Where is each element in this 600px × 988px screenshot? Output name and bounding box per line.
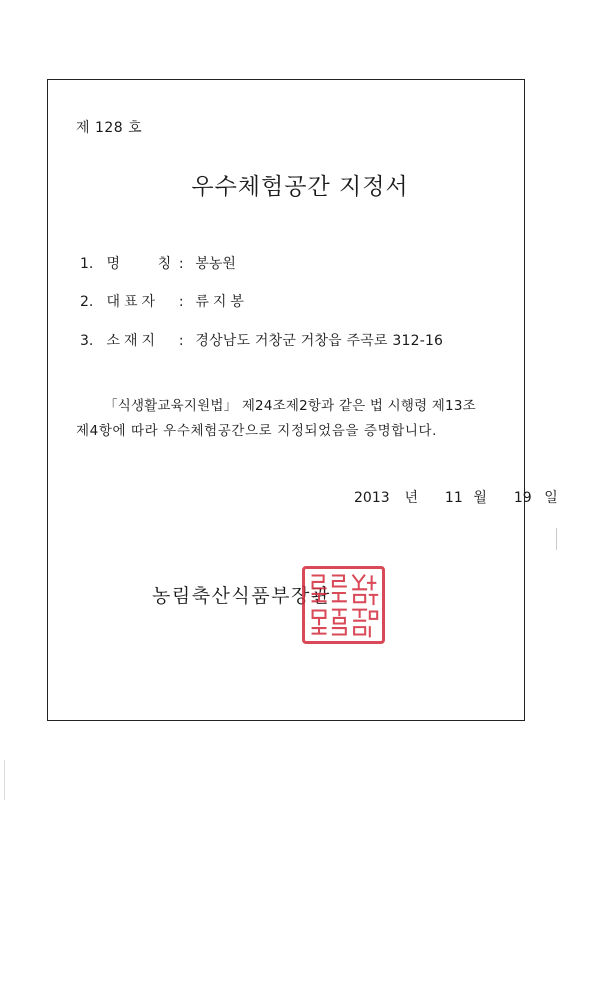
item-value: 류지봉	[195, 294, 248, 310]
body-line: 「식생활교육지원법」 제24조제2항과 같은 법 시행령 제13조	[104, 398, 476, 414]
item-colon: :	[178, 256, 184, 272]
item-number: 1.	[80, 256, 94, 272]
date-day: 19	[513, 490, 532, 506]
item-name	[80, 253, 236, 273]
issuer-name: 농림축산식품부장관	[152, 585, 331, 607]
scan-artifact	[556, 528, 557, 550]
item-label: 소재지	[106, 333, 160, 349]
item-colon: :	[178, 294, 184, 310]
date-year-unit: 년	[404, 490, 418, 506]
certificate-body	[76, 394, 506, 444]
issue-date	[354, 487, 558, 507]
item-label: 대표자	[106, 294, 160, 310]
item-number: 3.	[80, 333, 94, 349]
date-month-unit: 월	[473, 490, 487, 506]
date-day-unit: 일	[544, 490, 558, 506]
body-line: 제4항에 따라 우수체험공간으로 지정되었음을 증명합니다.	[76, 423, 438, 439]
scan-artifact	[4, 760, 5, 800]
date-year: 2013	[354, 490, 390, 506]
item-label: 명 칭	[106, 256, 176, 272]
item-number: 2.	[80, 294, 94, 310]
seal-glyphs	[305, 569, 382, 641]
item-colon: :	[178, 333, 184, 349]
item-representative	[80, 291, 248, 311]
official-seal	[302, 566, 385, 644]
item-value: 경상남도 거창군 거창읍 주곡로 312-16	[195, 333, 444, 349]
item-address	[80, 330, 443, 350]
document-number: 제 128 호	[76, 120, 143, 136]
date-month: 11	[444, 490, 463, 506]
certificate-title: 우수체험공간 지정서	[191, 174, 409, 200]
item-value: 봉농원	[195, 256, 236, 272]
